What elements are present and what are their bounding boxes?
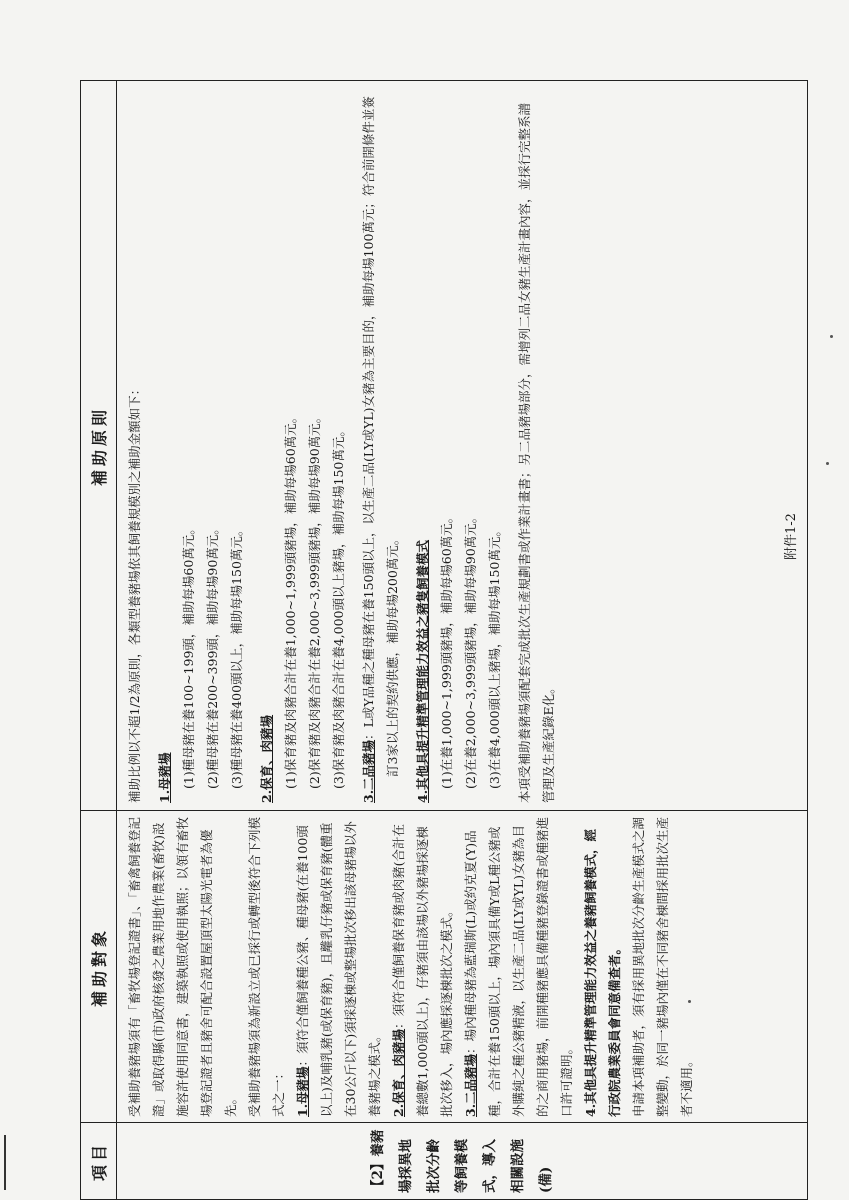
principles-crossbred-title: 3.二品豬場 [361,739,376,803]
objects-mode-2-title: 2.保育、肉豬場 [391,1028,406,1117]
objects-mode-1-text: ：須符合僅飼養種公豬、種母豬(在養100頭以上)及哺乳豬(或保育豬)，且離乳仔豬或保育豬(體重在30公斤以下)須採逐棟或整場批次移出該母豬場以外養豬場之模式。 [295,821,382,1117]
scan-speck [826,462,829,465]
principles-note: 本項受補助養豬場須配套完成批次生產規劃書或作業計畫書；另二品豬場部分，需增列二品女豬生產計畫內容，並採行完整系譜管理及生產紀錄E化。 [517,102,556,803]
objects-mode-3-text: ：場內種母豬為藍瑞斯(L)或約克夏(Y)品種，合計在養150頭以上，場內須具備Y或L種公豬或外購純之種公豬精液，以生產二品(LY或YL)女豬為目的之商用豬場，前開種豬應具備種豬登錄證書或種豬進口許可證明。 [463,816,574,1117]
principles-cell [123,91,561,803]
principles-nursery-item: (2)保育豬及肉豬合計在養2,000~3,999頭豬場，補助每場90萬元。 [307,410,322,789]
principles-other-title: 4.其他具提升精準管理能力效益之豬隻飼養模式 [415,539,430,803]
principles-other-item: (3)在養4,000頭以上豬場，補助每場150萬元。 [487,524,502,789]
principles-nursery-item: (1)保育豬及肉豬合計在養1,000~1,999頭豬場，補助每場60萬元。 [283,410,298,789]
objects-cell [123,817,699,1117]
objects-mode-3-title: 3.二品豬場 [463,1053,478,1117]
item-cell [117,1123,807,1199]
principles-crossbred-text: ：L或Y品種之種母豬在養150頭以上，以生產二品(LY或YL)女豬為主要目的，補助每場100萬元；符合前開條件並簽訂3家以上的契約供應，補助每場200萬元。 [361,96,400,777]
principles-sow-item: (2)種母豬在養200~399頭，補助每場90萬元。 [205,522,220,789]
annex-label: 附件1-2 [784,513,799,560]
principles-other-item: (2)在養2,000~3,999頭豬場，補助每場90萬元。 [463,510,478,789]
objects-mode-4-text: 申請本項補助者，須有採用異地批次分齡生產模式之調整變動，於同一豬場內僅在不同豬舍棟間採用批次生產者不適用。 [631,816,694,1117]
principles-sow-item: (3)種母豬在養400頭以上，補助每場150萬元。 [229,523,244,789]
column-divider [81,810,807,811]
objects-mode-2 [387,817,459,1117]
principles-crossbred [357,91,405,803]
page-edge-mark [4,1135,6,1190]
principles-intro: 補助比例以不超1/2為原則，各類型養豬場依其飼養規模別之補助金額如下： [127,382,142,803]
objects-mode-1-title: 1.母豬場 [295,1066,310,1117]
objects-intro2: 受補助養豬場須為新設立或已採行或轉型後符合下列模式之一： [247,816,286,1117]
principles-nursery-item: (3)保育豬及肉豬合計在養4,000頭以上豬場，補助每場150萬元。 [331,424,346,789]
principles-sow-item: (1)種母豬在養100~199頭，補助每場60萬元。 [181,522,196,789]
scan-speck [830,335,833,338]
header-principles: 補助原則 [90,406,109,487]
principles-other-item: (1)在養1,000~1,999頭豬場，補助每場60萬元。 [439,510,454,789]
header-objects: 補助對象 [90,927,109,1008]
header-item: 項目 [90,1141,109,1182]
principles-sow-title: 1.母豬場 [157,752,172,803]
objects-mode-3 [459,817,579,1117]
rotated-table-sheet [80,80,808,1200]
objects-mode-2-text: ：須符合僅飼養保育豬或肉豬(合計在養總數1,000頭以上)，仔豬須由該場以外豬場採逐棟批次移入，場內應採逐棟批次之模式。 [391,824,454,1117]
item-label: 【2】養豬場採異地批次分齡等飼養模式，導入相關設施(備) [370,1129,554,1193]
objects-mode-1 [291,817,387,1117]
objects-mode-4-title: 4.其他具提升精準管理能力效益之養豬飼養模式，經行政院農業委員會同意備查者。 [583,828,622,1117]
subsidy-table [80,80,808,1200]
objects-intro: 受補助養豬場須有「畜牧場登記證書」、「畜禽飼養登記證」或取得縣(市)政府核發之農業用地作農業(畜牧)設施容許使用同意書，建築執照或使用執照；以領有畜牧場登記證者且豬舍可配合設置屋頂型太陽光電者為優先。 [127,816,238,1117]
principles-nursery-title: 2.保育、肉豬場 [259,714,274,803]
